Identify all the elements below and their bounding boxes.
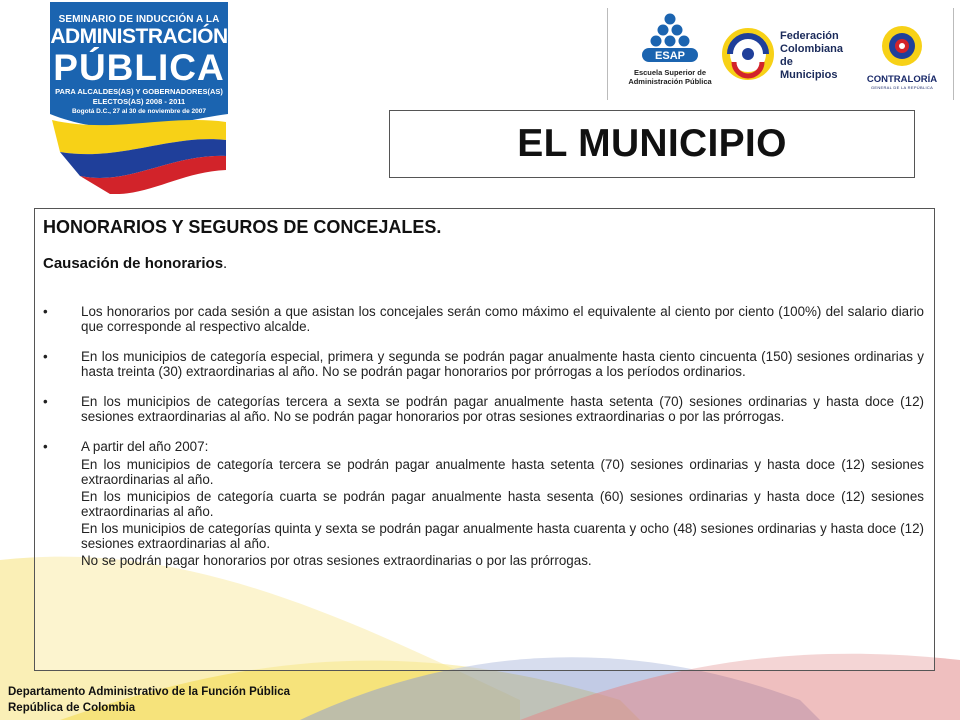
fcm-line-2: Colombiana (780, 43, 843, 55)
bullet-dot: • (43, 439, 48, 454)
section-subheading (43, 255, 227, 272)
esap-logo (620, 12, 720, 100)
seminar-line-2: ADMINISTRACIÓN (50, 25, 228, 48)
slide-title: EL MUNICIPIO (517, 122, 787, 165)
fcm-line-3: de Municipios (780, 56, 838, 81)
footer-line-1: Departamento Administrativo de la Función Pública (8, 686, 291, 698)
seminar-line-4: PARA ALCALDES(AS) Y GOBERNADORES(AS) (55, 87, 223, 96)
contraloria-name: CONTRALORÍA (866, 74, 938, 85)
subheading-period: . (223, 255, 228, 272)
bullet-item (43, 439, 924, 454)
content-box (34, 208, 935, 671)
seminar-logo (50, 2, 228, 194)
bullet-dot: • (43, 349, 48, 364)
contraloria-subtitle: GENERAL DE LA REPÚBLICA (870, 85, 934, 90)
bullet-dot: • (43, 304, 48, 319)
bullet-item (43, 304, 924, 334)
esap-name-line-2: Administración Pública (628, 77, 712, 86)
bullet-text: Los honorarios por cada sesión a que asistan los concejales serán como máximo el equivalente al ciento por ciento (100%) del salario diario que corresponde al respectivo alcalde. (81, 304, 924, 334)
fcm-logo (720, 24, 850, 84)
footer (8, 684, 290, 716)
fcm-swirl-icon (720, 24, 780, 84)
sub-item: En los municipios de categoría cuarta se podrán pagar anualmente hasta sesenta (60) sesiones ordinarias y hasta doce (12) sesiones extraordinarias al año. (81, 489, 924, 519)
partner-logos (607, 8, 954, 100)
bullet-item (43, 394, 924, 424)
contraloria-ring-icon (856, 22, 948, 74)
esap-dots-icon (620, 12, 720, 68)
bullet-text: En los municipios de categoría especial, primera y segunda se podrán pagar anualmente hasta ciento cincuenta (150) sesiones ordinarias y hasta treinta (30) extraordinarias al año. No se podrán pagar honorarios por prórrogas a los períodos ordinarios. (81, 349, 924, 379)
sub-item: En los municipios de categoría tercera se podrán pagar anualmente hasta setenta (70) sesiones ordinarias y hasta doce (12) sesiones extraordinarias al año. (81, 457, 924, 487)
bullet-list (43, 304, 924, 569)
sub-item: No se podrán pagar honorarios por otras sesiones extraordinarias o por las prórrogas. (81, 553, 592, 568)
seminar-line-1: SEMINARIO DE INDUCCIÓN A LA (58, 14, 220, 25)
bullet-text: En los municipios de categorías tercera a sexta se podrán pagar anualmente hasta setenta (70) sesiones ordinarias y hasta doce (12) sesiones extraordinarias al año. No se podrán pagar honorarios por otras sesiones extraordinarias o por las prórrogas. (81, 394, 924, 424)
bullet-dot: • (43, 394, 48, 409)
fcm-line-1: Federación (780, 30, 839, 42)
bullet-text: A partir del año 2007: (81, 439, 209, 454)
sub-item: En los municipios de categorías quinta y sexta se podrán pagar anualmente hasta cuarenta y ocho (48) sesiones ordinarias y hasta doce (12) sesiones extraordinarias al año. (81, 521, 924, 551)
subheading-text: Causación de honorarios (43, 255, 224, 272)
seminar-line-6: Bogotá D.C., 27 al 30 de noviembre de 2007 (71, 108, 207, 115)
bullet-item (43, 349, 924, 379)
esap-name-line-1: Escuela Superior de (633, 68, 707, 77)
title-box (389, 110, 915, 178)
seminar-line-5: ELECTOS(AS) 2008 - 2011 (92, 97, 186, 106)
contraloria-logo (856, 22, 948, 96)
footer-line-2: República de Colombia (8, 702, 136, 714)
esap-acronym: ESAP (655, 50, 685, 62)
section-heading: HONORARIOS Y SEGUROS DE CONCEJALES. (43, 217, 442, 237)
seminar-line-3: PÚBLICA (53, 47, 225, 88)
